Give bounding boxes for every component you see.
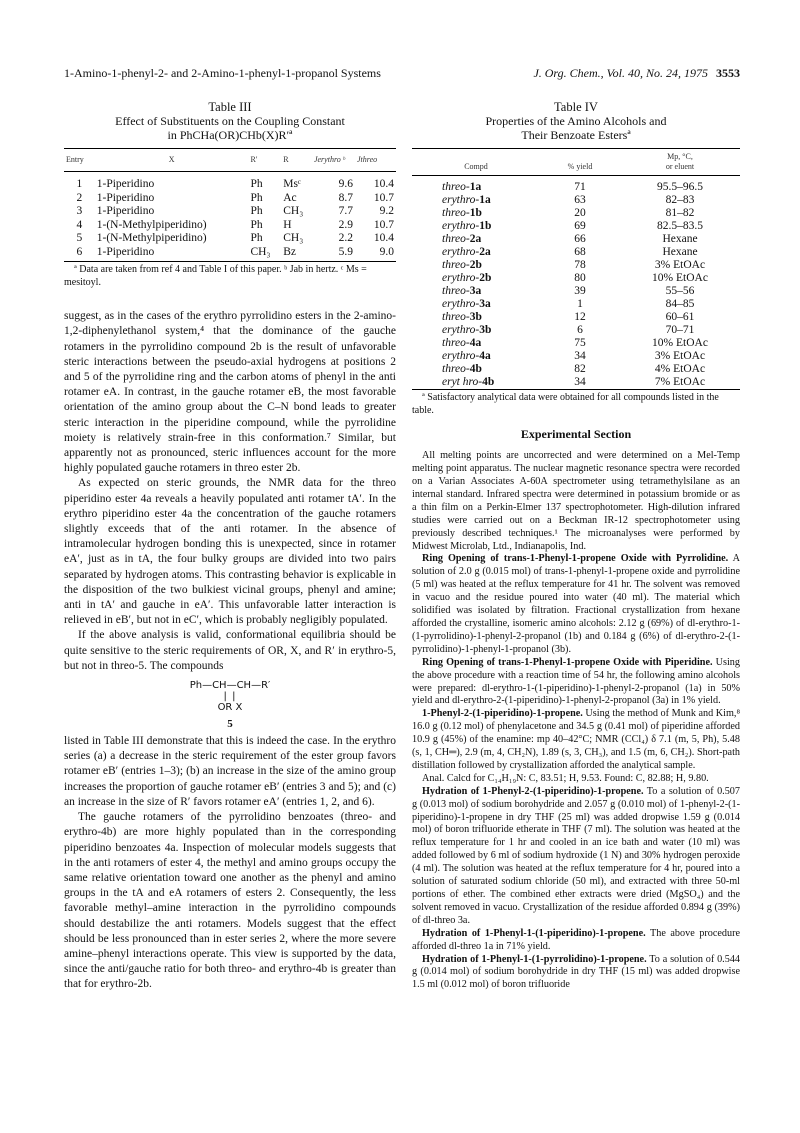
paragraph-text: The above procedure afforded dl-threo 1a in 71% yield.	[412, 927, 740, 952]
compound-prefix: erythro-	[442, 350, 480, 362]
table3-cell: Msᶜ	[283, 178, 301, 191]
compound-prefix: erythro-	[442, 272, 480, 284]
table4-caption-line1: Properties of the Amino Alcohols and	[485, 114, 667, 128]
table3-cell: 5.9	[338, 245, 353, 258]
paragraph: All melting points are uncorrected and were determined on a Mel-Temp melting point apparatus. The nuclear magnetic resonance spectra were recorded on a Varian Associates A-60A spectrometer using tetramethylsilane as an internal standard. Infrared spectra were determined in potassium bromide or as a thin film on a Perkin-Elmer 137 spectrophotometer. High-dilution infrared studies were carried out on a Beckman IR-12 spectrophotometer using previously described techniques.¹ The microanalyses were performed by Midwest Microlab, Ltd., Indianapolis, Ind.	[412, 450, 740, 552]
left-body-text	[64, 309, 396, 674]
table3-cell: Ph	[250, 191, 263, 204]
table4-yield-cell: 6	[577, 324, 583, 336]
compound-prefix: threo-	[442, 311, 470, 323]
paragraph: listed in Table III demonstrate that this is indeed the case. In the erythro series (a) a decrease in the steric requirement of the ester group favors rotamer eB′ (entries 1–3); (b) an increase in the size of the amino group increases the proportion of gauche rotamer eB′ (entries 3 and 5); and (c) an increase in the size of R′ favors rotamer eA′ (entries 1, 2, and 6).	[64, 735, 396, 808]
table4-row	[412, 350, 740, 363]
compound-prefix: erythro-	[442, 194, 480, 206]
paragraph-heading: 1-Phenyl-2-(1-piperidino)-1-propene.	[422, 708, 583, 720]
table3-cell: Ac	[283, 191, 297, 204]
paragraph: The gauche rotamers of the pyrrolidino benzoates (threo- and erythro-4b) are more highly populated than in the corresponding piperidino benzoates 4a. Inspection of molecular models suggests that in the anti rotamers of ester 4, the methyl and amino groups occupy the same relative orientation toward one another as the phenyl and amino groups in the tA and eA rotamers of esters 2. Consequently, the less favorable methyl–amine interaction in the pyrrolidino compounds should destabilize the anti rotamers. Models suggest that the effect should be less pronounced than in ester series 2, where the more severe amine–phenyl interactions operate. This view is supported by the data, since the anti/gauche ratio for both threo- and erythro-4b is greater than that for erythro-2b.	[64, 811, 396, 991]
page-number: 3553	[716, 66, 740, 80]
table4-compound-cell	[412, 246, 540, 259]
compound-prefix: erythro-	[442, 298, 480, 310]
table4-header-line: or eluent	[665, 162, 695, 171]
table4-mp-cell: 7% EtOAc	[654, 376, 706, 388]
table3	[64, 148, 396, 262]
compound-prefix: threo-	[442, 363, 470, 375]
compound-id: 2b	[479, 272, 492, 284]
table4-row	[412, 233, 740, 246]
table4-compound-cell	[412, 376, 540, 390]
table3-footnote: ª Data are taken from ref 4 and Table I of this paper. ᵇ Jab in hertz. ᶜ Ms = mesitoyl.	[64, 264, 367, 288]
table4-compound-cell	[412, 272, 540, 285]
paragraph-text: Using the method of Munk and Kim,⁸ 16.0 g (0.12 mol) of phenylacetone and 34.5 g (0.41 mol) of piperidine afforded 10.9 g (45%) of the enamine: mp 40–42°C; NMR (CCl₄) δ 7.1 (m, 5, Ph), 5.48 (s, 1, CH═), 2.9 (m, 4, CH₂N), 1.89 (s, 3, CH₃), and 1.5 (m, 6, CH₂). Short-path distillation followed by crystallization afforded the analytical sample.	[412, 708, 740, 771]
table4-compound-cell	[412, 324, 540, 337]
compound-id: 3b	[469, 311, 482, 323]
table4-row	[412, 363, 740, 376]
structure-line: OR X	[217, 702, 243, 714]
table3-title: Table III	[208, 100, 252, 114]
table4-footnote-block	[412, 392, 740, 417]
table4	[412, 148, 740, 390]
table3-cell: Ph	[250, 218, 263, 231]
table4-compound-cell	[412, 220, 540, 233]
table3-cell: 1	[76, 178, 83, 191]
paragraph	[412, 657, 740, 709]
paragraph	[412, 708, 740, 773]
table4-row	[412, 272, 740, 285]
right-column	[412, 100, 740, 992]
paragraph: If the above analysis is valid, conformational equilibria should be quite sensitive to the steric requirements of OR, X, and R′ in erythro-5, but not in threo-5. The compounds	[64, 629, 396, 672]
table4-mp-cell: 82–83	[665, 194, 695, 206]
paragraph-heading: Ring Opening of trans-1-Phenyl-1-propene Oxide with Piperidine.	[422, 656, 713, 668]
compound-prefix: erythro-	[442, 246, 480, 258]
table3-cell: 9.2	[379, 205, 394, 218]
table3-cell: 6	[76, 245, 83, 258]
structure-label: 5	[227, 718, 233, 731]
table4-mp-cell: 70–71	[665, 324, 695, 336]
table4-yield-cell: 80	[574, 272, 586, 284]
compound-id: 2b	[469, 259, 482, 271]
paragraph-text: To a solution of 0.544 g (0.014 mol) of sodium borohydride in dry THF (15 ml) was added dropwise 1.5 ml (0.012 mol) of boron trifluoride	[412, 953, 741, 991]
compound-id: 3b	[479, 324, 492, 336]
table3-cell: Ph	[250, 178, 263, 191]
table4-yield-cell: 78	[574, 259, 586, 271]
table4-yield-cell: 63	[574, 194, 586, 206]
journal-citation: J. Org. Chem., Vol. 40, No. 24, 1975	[533, 66, 708, 80]
table3-cell: H	[283, 218, 292, 231]
table4-mp-cell: 10% EtOAc	[652, 272, 708, 284]
compound-id: 4a	[479, 350, 491, 362]
table4-mp-cell: 60–61	[665, 311, 695, 323]
table4-mp-cell: 55–56	[665, 285, 695, 297]
table3-cell: 1-(N-Methylpiperidino)	[96, 232, 207, 245]
compound-id: 1b	[469, 207, 482, 219]
compound-prefix: threo-	[442, 285, 470, 297]
paragraph-heading: Hydration of 1-Phenyl-1-(1-piperidino)-1-propene.	[422, 927, 646, 939]
table4-yield-cell: 39	[574, 285, 586, 297]
table3-cell: 10.7	[373, 191, 394, 204]
table4-yield-cell: 34	[574, 376, 586, 388]
compound-prefix: erythro-	[442, 324, 480, 336]
table4-mp-cell: 84–85	[665, 298, 695, 310]
compound-prefix: threo-	[442, 181, 470, 193]
table4-mp-cell: 82.5–83.5	[657, 220, 703, 232]
structure-line: Ph—CH—CH—R′	[189, 680, 271, 692]
table4-row	[412, 246, 740, 259]
experimental-text	[412, 450, 740, 992]
table4-row	[412, 194, 740, 207]
table4-yield-cell: 34	[574, 350, 586, 362]
compound-id: 4b	[469, 363, 482, 375]
table4-mp-cell: Hexane	[662, 246, 698, 258]
compound-id: 4a	[469, 337, 482, 349]
table3-cell: 10.7	[373, 218, 394, 231]
compound-prefix: threo-	[442, 259, 470, 271]
header-journal-info	[533, 66, 740, 81]
table4-compound-cell	[412, 233, 540, 246]
table3-cell: 1-(N-Methylpiperidino)	[96, 218, 207, 231]
table3-header: R′	[250, 155, 258, 164]
paragraph	[412, 928, 740, 954]
structure-line: | |	[223, 691, 237, 703]
paragraph-text: Using the above procedure with a reaction time of 54 hr, the following amino alcohols were prepared: dl-erythro-1-(1-piperidino)-1-phenyl-2-propanol (1a) in 50% yield and dl-erythro-2-(1-piperidino)-1-phenyl-2-propanol (3a) in 1% yield.	[412, 656, 740, 707]
table4-yield-cell: 82	[574, 363, 586, 375]
compound-prefix: threo-	[442, 233, 470, 245]
table3-header: R	[283, 155, 289, 164]
compound-prefix: eryt hro-	[442, 376, 483, 388]
table4-mp-cell: Hexane	[662, 233, 698, 245]
table4-compound-cell	[412, 298, 540, 311]
table4-mp-cell: 4% EtOAc	[654, 363, 706, 375]
table3-cell: 1-Piperidino	[96, 191, 155, 204]
table3-cell: 2.9	[338, 218, 353, 231]
table4-yield-cell: 69	[574, 220, 586, 232]
paragraph-heading: Ring Opening of trans-1-Phenyl-1-propene Oxide with Pyrrolidine.	[422, 553, 729, 565]
table3-row	[64, 246, 396, 262]
table3-header: X	[168, 155, 175, 164]
paragraph	[412, 553, 740, 656]
table4-header	[620, 149, 740, 176]
table4-caption-line2: Their Benzoate Estersª	[521, 128, 631, 142]
table3-cell: 1-Piperidino	[96, 205, 155, 218]
table3-caption-line1: Effect of Substituents on the Coupling Constant	[115, 114, 345, 128]
table3-cell: CH₃	[250, 245, 271, 258]
table3-cell: 1-Piperidino	[96, 178, 155, 191]
paragraph-heading: Hydration of 1-Phenyl-2-(1-piperidino)-1-propene.	[422, 785, 644, 797]
table4-yield-cell: 71	[574, 181, 586, 193]
table4-title: Table IV	[554, 100, 598, 114]
table3-header-row	[64, 149, 396, 172]
compound-id: 2a	[479, 246, 491, 258]
table4-compound-cell	[412, 285, 540, 298]
table4-header-line: Mp, °C,	[667, 152, 693, 161]
header-title: 1-Amino-1-phenyl-2- and 2-Amino-1-phenyl-1-propanol Systems	[64, 66, 381, 80]
section-heading: Experimental Section	[520, 427, 632, 441]
table3-row	[64, 192, 396, 206]
table3-cell: 2.2	[338, 232, 353, 245]
table4-compound-cell	[412, 207, 540, 220]
paragraph	[412, 954, 740, 993]
compound-id: 1a	[469, 181, 482, 193]
table3-footnote-block	[64, 264, 396, 289]
table4-row	[412, 207, 740, 220]
table4-header: % yield	[567, 162, 593, 171]
table4-row	[412, 311, 740, 324]
table4-mp-cell: 95.5–96.5	[657, 181, 703, 193]
compound-id: 1b	[479, 220, 492, 232]
paragraph: suggest, as in the cases of the erythro pyrrolidino esters in the 2-amino-1,2-diphenylethanol system,⁴ that the dominance of the gauche rotamers in the pyrrolidino compound 2b is the result of unfavorable steric interactions between the pseudo-axial hydrogens at positions 2 and 5 of the pyrrolidine ring and the carbon atoms of phenyl in the anti rotamer eA. In contrast, in the gauche rotamer eB, the most favorable orientation of the amino group about the C–N bond leads to greater steric interaction in the piperidine compound, while the pyrrolidine moiety is relatively strain-free in this conformation.⁷ Similar, but apparently not as pronounced, steric influences account for the more highly populated gauche rotamers in threo ester 2b.	[64, 310, 396, 475]
table4-compound-cell	[412, 363, 540, 376]
table3-cell: 3	[76, 205, 83, 218]
compound-id: 3a	[479, 298, 491, 310]
table4-yield-cell: 68	[574, 246, 586, 258]
table3-row	[64, 232, 396, 246]
table3-body	[64, 172, 396, 262]
table3-cell: Ph	[250, 205, 263, 218]
compound-prefix: threo-	[442, 337, 470, 349]
table4-row	[412, 324, 740, 337]
paragraph: As expected on steric grounds, the NMR data for the threo piperidino ester 4a reveals a heavily populated anti rotamer tA′. In the erythro piperidino ester 4a the concentration of the gauche rotamers slightly exceeds that of the anti rotamer. In the absence of intramolecular hydrogen bonding this is unexpected, since in rotamer eA′, just as in tA, the four bulky groups are divided into two pairs separated by hydrogen atoms. This contrasting behavior is explicable in the disposition of the two bulkiest vicinal groups, phenyl and amine; anti in tA′ and gauche in eA′. This unfavorable latter interaction is relieved in eB′, but not in eC′, which is probably negligibly populated.	[64, 477, 396, 627]
paragraph: Anal. Calcd for C₁₄H₁₉N: C, 83.51; H, 9.53. Found: C, 82.88; H, 9.80.	[422, 772, 709, 784]
table4-header-row	[412, 149, 740, 176]
table4-mp-cell: 81–82	[665, 207, 695, 219]
compound-id: 3a	[469, 285, 482, 297]
table3-cell: 7.7	[338, 205, 353, 218]
table3-cell: 10.4	[373, 232, 394, 245]
table3-caption-line2: in PhCHa(OR)CHb(X)R′ª	[167, 128, 293, 142]
table3-cell: 10.4	[373, 178, 394, 191]
table3-cell: 8.7	[338, 191, 353, 204]
left-column	[64, 100, 396, 993]
table4-mp-cell: 10% EtOAc	[652, 337, 708, 349]
left-body-text-2	[64, 734, 396, 992]
table3-cell: 4	[76, 218, 83, 231]
table4-compound-cell	[412, 337, 540, 350]
table4-mp-cell: 3% EtOAc	[654, 259, 706, 271]
table3-cell: 5	[76, 232, 83, 245]
table3-header: Jerythro ᵇ	[313, 155, 345, 164]
compound-prefix: threo-	[442, 207, 470, 219]
table3-cell: 9.0	[379, 245, 394, 258]
table4-row	[412, 285, 740, 298]
table4-yield-cell: 1	[577, 298, 583, 310]
table4-mp-cell: 3% EtOAc	[654, 350, 706, 362]
table4-footnote: ª Satisfactory analytical data were obtained for all compounds listed in the table.	[412, 392, 719, 416]
table4-row	[412, 259, 740, 272]
table4-yield-cell: 12	[574, 311, 586, 323]
compound-id: 4b	[482, 376, 495, 388]
table4-compound-cell	[412, 350, 540, 363]
table4-body	[412, 176, 740, 390]
paragraph	[412, 786, 740, 928]
table3-cell: Bz	[283, 245, 296, 258]
table4-row	[412, 220, 740, 233]
table4-yield-cell: 20	[574, 207, 586, 219]
table4-yield-cell: 75	[574, 337, 586, 349]
table3-cell: Ph	[250, 232, 263, 245]
table3-cell: 9.6	[338, 178, 353, 191]
compound-id: 1a	[479, 194, 491, 206]
table3-cell: 2	[76, 191, 83, 204]
table4-row	[412, 337, 740, 350]
compound-id: 2a	[469, 233, 482, 245]
paragraph-heading: Hydration of 1-Phenyl-1-(1-pyrrolidino)-1-propene.	[422, 953, 647, 965]
table3-cell: CH₃	[283, 205, 304, 218]
paragraph-text: A solution of 2.0 g (0.015 mol) of trans-1-phenyl-1-propene oxide and pyrrolidine (5 ml) was heated at the reflux temperature for 41 hr. The solvent was removed in vacuo and the residue poured into water (40 ml). The material which solidified was isolated by filtration. Fractional crystallization from hexane afforded the crystalline, isomeric amino alcohols: 2.12 g (69%) of dl-erythro-1-(1-pyrrolidino)-1-phenyl-2-propanol (1b) and 0.184 g (6%) of dl-erythro-2-(1-pyrrolidino)-1-phenyl-1-propanol (3b).	[412, 553, 740, 655]
table4-caption	[412, 100, 740, 142]
table3-caption	[64, 100, 396, 142]
table3-row	[64, 205, 396, 219]
structure-5	[64, 680, 396, 730]
table4-row	[412, 376, 740, 390]
table4-row	[412, 298, 740, 311]
table3-row	[64, 172, 396, 192]
table3-cell: CH₃	[283, 232, 304, 245]
table4-compound-cell	[412, 176, 540, 195]
table4-compound-cell	[412, 311, 540, 324]
paragraph-text: To a solution of 0.507 g (0.013 mol) of sodium borohydride and 2.057 g (0.010 mol) of 1-phenyl-2-(1-piperidino)-1-propene in dry THF (25 ml) was added dropwise 1.59 g (0.014 mol) of boron trifluoride etherate in THF (7 ml). The solution was heated at the reflux temperature for 1 hr and cooled in an ice bath and water (10 ml) was added followed by 6 ml of sodium hydroxide (1 N) and 30% hydrogen peroxide (4 ml). The solution was heated at the reflux temperature for 4 hr, poured into a solution of saturated sodium chloride (50 ml), and extracted with three 50-ml portions of ether. The combined ether extracts were dried (MgSO₄) and the solvent removed in vacuo. Crystallization of the residue afforded 0.894 g (39%) of dl-threo 3a.	[412, 785, 740, 926]
table4-row	[412, 176, 740, 195]
table4-yield-cell: 66	[574, 233, 586, 245]
table4-compound-cell	[412, 194, 540, 207]
table4-header: Compd	[464, 162, 488, 171]
table3-header: Jthreo	[356, 155, 378, 164]
table3-cell: 1-Piperidino	[96, 245, 155, 258]
table3-row	[64, 219, 396, 233]
table4-compound-cell	[412, 259, 540, 272]
table3-header: Entry	[66, 155, 84, 164]
compound-prefix: erythro-	[442, 220, 480, 232]
